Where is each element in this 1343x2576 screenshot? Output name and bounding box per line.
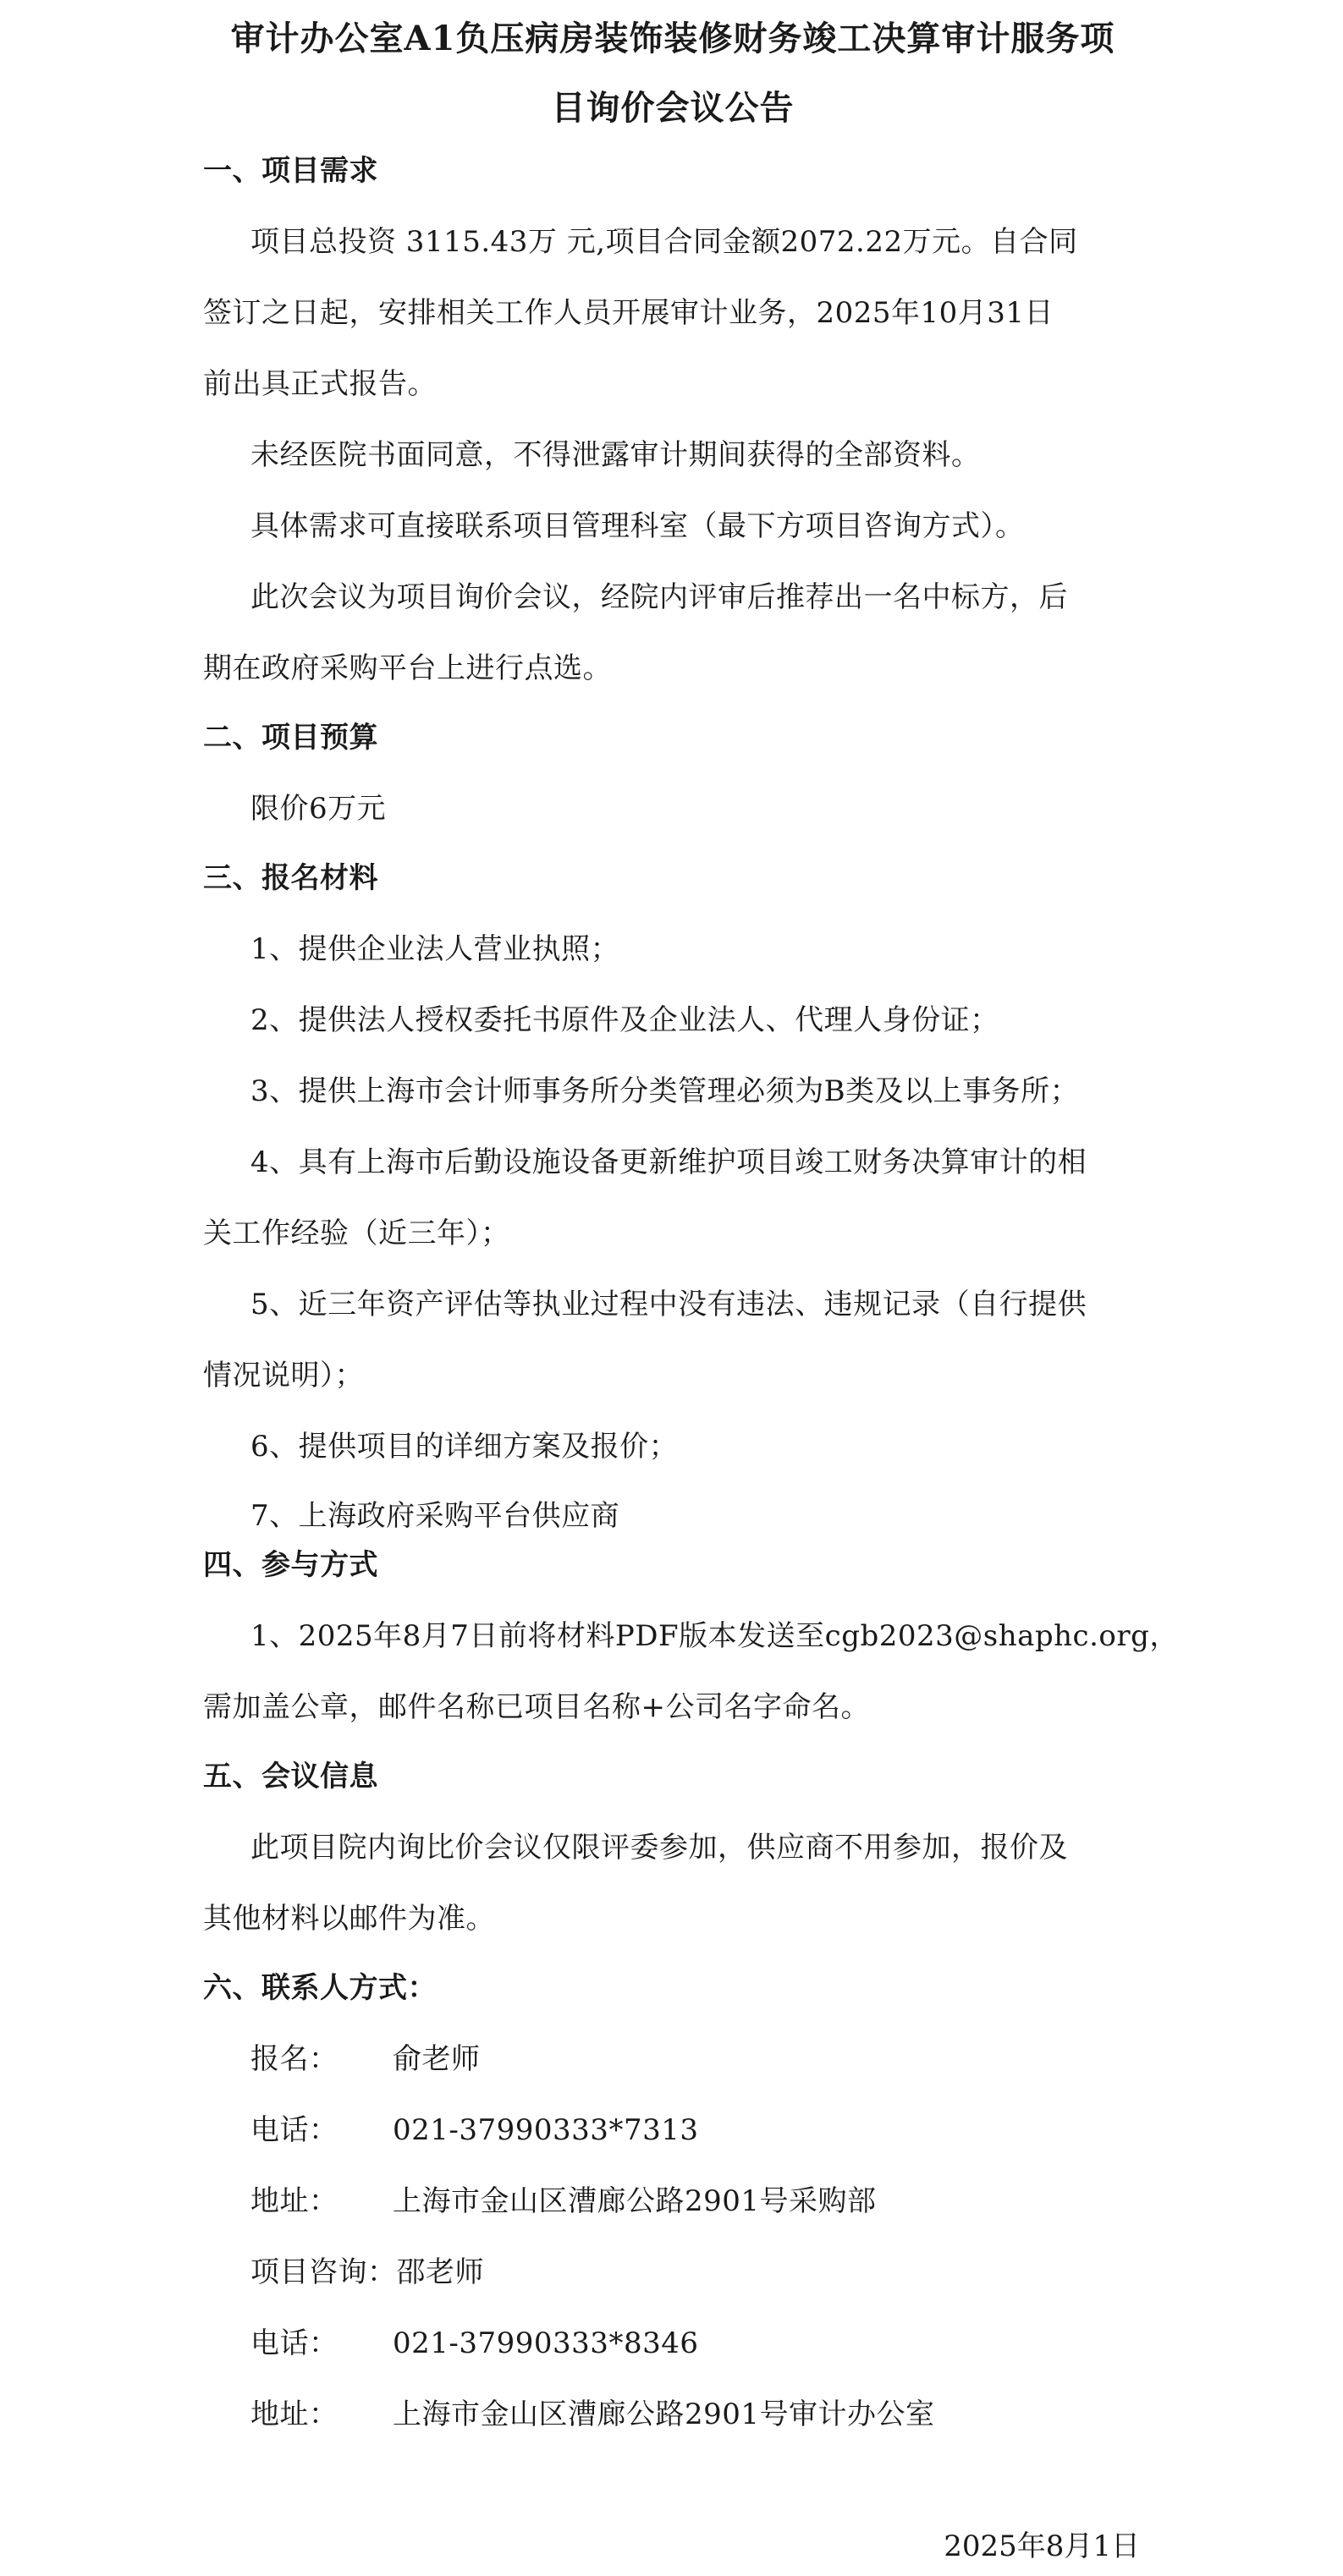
participation-line-1: 1、2025年8月7日前将材料PDF版本发送至cgb2023@shaphc.org，	[250, 1619, 1179, 1653]
contact-label: 电话：	[250, 2113, 339, 2147]
contact-row-phone-1	[250, 2113, 698, 2147]
requirements-paragraph-1-line-1: 项目总投资 3115.43万 元,项目合同金额2072.22万元。自合同	[250, 225, 1078, 259]
section-heading-meeting: 五、会议信息	[203, 1760, 378, 1793]
requirements-paragraph-1-line-2: 签订之日起，安排相关工作人员开展审计业务，2025年10月31日	[203, 296, 1054, 330]
contact-label: 报名：	[250, 2042, 339, 2076]
section-heading-participation: 四、参与方式	[203, 1548, 378, 1582]
contact-value: 俞老师	[393, 2042, 481, 2076]
contact-label: 项目咨询：	[250, 2255, 397, 2289]
materials-item-1: 1、提供企业法人营业执照；	[250, 932, 620, 966]
materials-item-2: 2、提供法人授权委托书原件及企业法人、代理人身份证；	[250, 1003, 999, 1037]
contact-row-address-2	[250, 2397, 935, 2431]
requirements-paragraph-3: 具体需求可直接联系项目管理科室（最下方项目咨询方式）。	[250, 509, 1025, 543]
materials-item-7: 7、上海政府采购平台供应商	[250, 1499, 620, 1533]
contact-value: 上海市金山区漕廊公路2901号审计办公室	[393, 2397, 935, 2431]
section-heading-requirements: 一、项目需求	[203, 154, 378, 188]
materials-item-4-line-2: 关工作经验（近三年）；	[203, 1217, 510, 1250]
requirements-paragraph-2: 未经医院书面同意，不得泄露审计期间获得的全部资料。	[250, 438, 981, 472]
materials-item-3: 3、提供上海市会计师事务所分类管理必须为B类及以上事务所；	[250, 1074, 1080, 1108]
meeting-line-1: 此项目院内询比价会议仅限评委参加，供应商不用参加，报价及	[250, 1831, 1068, 1865]
contact-value: 021-37990333*8346	[393, 2326, 699, 2360]
contact-row-registration	[250, 2042, 481, 2076]
materials-item-5-line-2: 情况说明）；	[203, 1359, 364, 1392]
contact-value: 邵老师	[396, 2255, 484, 2289]
announcement-date: 2025年8月1日	[944, 2529, 1140, 2563]
meeting-line-2: 其他材料以邮件为准。	[203, 1902, 495, 1936]
section-heading-budget: 二、项目预算	[203, 721, 378, 755]
requirements-paragraph-1-line-3: 前出具正式报告。	[203, 367, 437, 401]
contact-row-address-1	[250, 2184, 877, 2218]
contact-row-phone-2	[250, 2326, 698, 2360]
title-line-2: 目询价会议公告	[551, 88, 795, 128]
contact-label: 地址：	[250, 2184, 339, 2218]
participation-line-2: 需加盖公章，邮件名称已项目名称+公司名字命名。	[203, 1690, 870, 1724]
title-line-1: 审计办公室A1负压病房装饰装修财务竣工决算审计服务项	[230, 19, 1115, 58]
materials-item-4-line-1: 4、具有上海市后勤设施设备更新维护项目竣工财务决算审计的相	[250, 1145, 1087, 1179]
materials-item-5-line-1: 5、近三年资产评估等执业过程中没有违法、违规记录（自行提供	[250, 1288, 1087, 1321]
contact-row-consultation	[250, 2255, 484, 2289]
requirements-paragraph-4-line-2: 期在政府采购平台上进行点选。	[203, 651, 612, 685]
contact-label: 地址：	[250, 2397, 339, 2431]
budget-limit: 限价6万元	[250, 792, 387, 826]
requirements-paragraph-4-line-1: 此次会议为项目询价会议，经院内评审后推荐出一名中标方，后	[250, 580, 1068, 614]
contact-value: 上海市金山区漕廊公路2901号采购部	[393, 2184, 877, 2218]
contact-label: 电话：	[250, 2326, 339, 2360]
section-heading-contacts: 六、联系人方式：	[203, 1971, 437, 2005]
materials-item-6: 6、提供项目的详细方案及报价；	[250, 1430, 679, 1464]
section-heading-materials: 三、报名材料	[203, 861, 378, 895]
contact-value: 021-37990333*7313	[393, 2113, 699, 2147]
